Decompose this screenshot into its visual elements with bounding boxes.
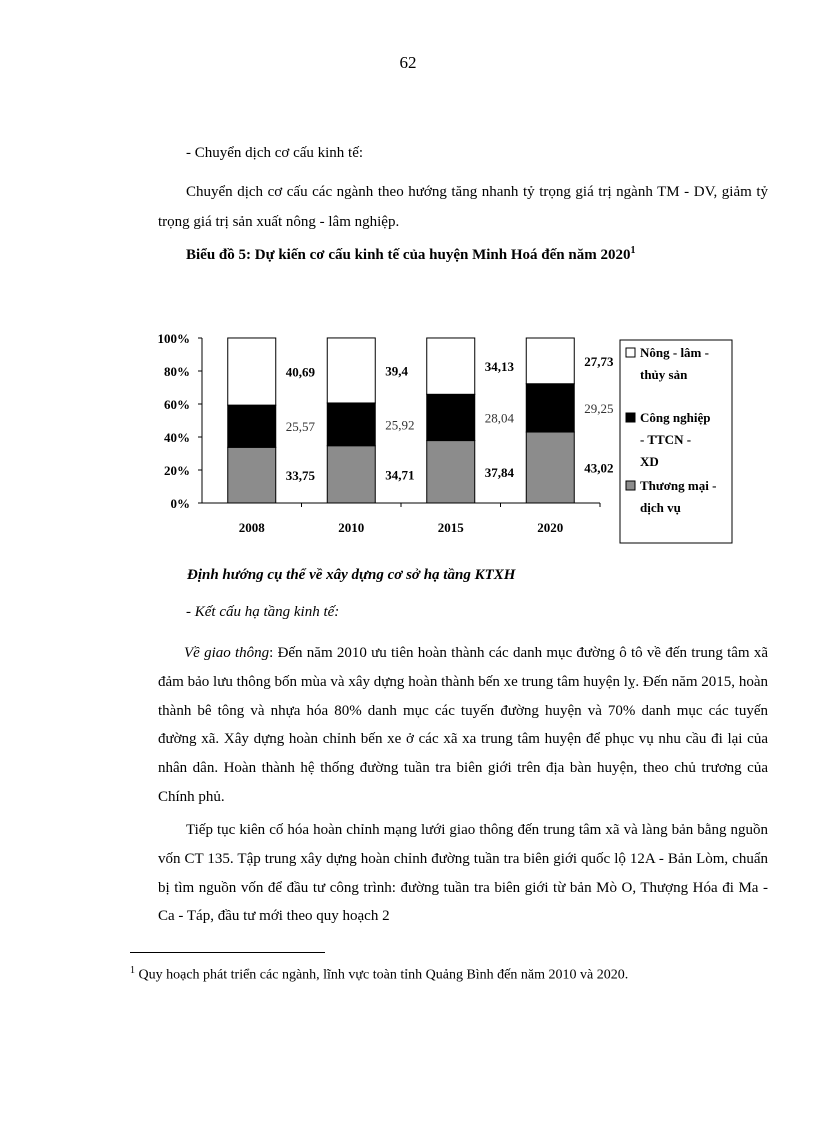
data-label: 39,4 [385,363,408,379]
chart-plot-area [158,331,615,535]
legend-label: Công nghiệp [640,410,711,425]
transport-text: : Đến năm 2010 ưu tiên hoàn thành các danh mục đường ô tô về đến trung tâm xã đảm bảo lưu thông bốn mùa và xây dựng hoàn thành bến xe trung tâm huyện lỵ. Đến năm 2015, hoàn thành bê tông và nhựa hóa 80% danh mục các tuyến đường huyện và 70% danh mục các tuyến đường xã. Xây dựng hoàn chỉnh bến xe ở các xã xa trung tâm huyện để phục vụ nhu cầu đi lại của nhân dân. Hoàn thành hệ thống đường tuần tra biên giới trên địa bàn huyện, theo chủ trương của Chính phủ. [158,645,769,805]
data-label: 34,71 [385,467,415,483]
footnote-text: Quy hoạch phát triển các ngành, lĩnh vực toàn tỉnh Quảng Bình đến năm 2010 và 2020. [138,967,629,983]
chart-caption [186,245,635,264]
legend-swatch [626,413,635,422]
legend-swatch [626,348,635,357]
bar-segment [228,405,276,447]
legend-swatch [626,481,635,490]
x-category-label: 2008 [238,520,265,535]
continue-paragraph: Tiếp tục kiên cố hóa hoàn chỉnh mạng lưới giao thông đến trung tâm xã và làng bản bằng nguồn vốn CT 135. Tập trung xây dựng hoàn chỉnh đường tuần tra biên giới quốc lộ 12A - Bản Lòm, chuẩn bị tìm nguồn vốn để đầu tư công trình: đường tuần tra biên giới từ bản Mò O, Thượng Hóa đi Ma - Ca - Táp, đầu tư mới theo quy hoạch 2 [158,822,768,925]
data-label: 34,13 [484,359,514,375]
transport-paragraph [158,639,768,812]
transport-lead: Về giao thông [184,645,270,661]
x-category-label: 2010 [338,520,365,535]
section-heading: - Chuyển dịch cơ cấu kinh tế: [186,145,364,161]
data-label: 25,57 [285,419,315,435]
page-number: 62 [399,53,417,72]
legend-label: XD [640,454,659,469]
x-category-label: 2020 [537,520,564,535]
bar-segment [427,338,475,394]
data-label: 28,04 [484,410,514,426]
footnote-reference: 1 [630,245,636,256]
y-tick-label: 20% [164,463,190,478]
bar-segment [327,403,375,446]
y-tick-label: 0% [170,496,190,511]
x-category-label: 2015 [437,520,464,535]
data-label: 29,25 [584,400,614,416]
y-tick-label: 80% [164,364,190,379]
data-label: 33,75 [285,468,315,484]
legend-label: dịch vụ [640,500,681,515]
bar-segment [228,447,276,503]
data-label: 37,84 [484,464,514,480]
data-label: 27,73 [584,353,614,369]
legend-label: Nông - lâm - [640,345,709,360]
bar-segment [427,394,475,440]
bar-segment [526,338,574,384]
intro-paragraph: Chuyển dịch cơ cấu các ngành theo hướng tăng nhanh tỷ trọng giá trị ngành TM - DV, giảm tỷ trọng giá trị sản xuất nông - lâm nghiệp. [158,184,768,230]
y-tick-label: 40% [164,430,190,445]
orientation-heading: Định hướng cụ thể về xây dựng cơ sở hạ tầng KTXH [187,567,516,583]
bar-segment [526,384,574,432]
bar-segment [327,446,375,503]
y-tick-label: 60% [164,397,190,412]
chart-caption-text: Biểu đồ 5: Dự kiến cơ cấu kinh tế của huyện Minh Hoá đến năm 2020 [186,247,631,263]
legend-label: Thương mại - [640,478,717,493]
footnote-separator [130,952,325,953]
bar-segment [327,338,375,403]
footnote-mark: 1 [130,965,135,976]
data-label: 43,02 [584,460,614,476]
data-label: 25,92 [385,417,415,433]
data-label: 40,69 [285,364,315,380]
stacked-bar-chart [140,320,740,550]
bar-segment [427,441,475,503]
infrastructure-heading: - Kết cấu hạ tầng kinh tế: [186,604,340,620]
y-tick-label: 100% [157,331,190,346]
legend-label: - TTCN - [640,432,692,447]
bar-segment [228,338,276,405]
legend-label: thủy sản [640,367,688,382]
chart-legend [620,340,732,543]
footnote [130,961,730,986]
bar-segment [526,432,574,503]
